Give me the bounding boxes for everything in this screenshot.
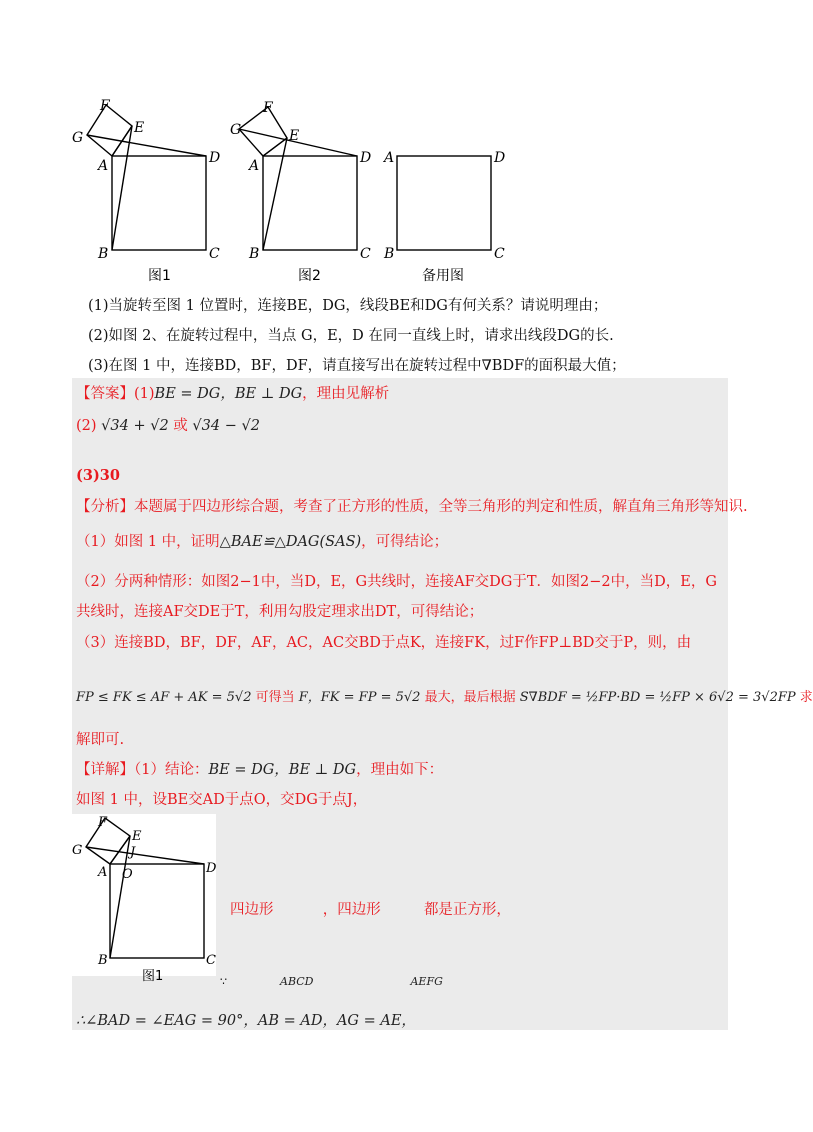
spare-label-C: C bbox=[494, 246, 505, 262]
analysis-p3-math-c: S∇BDF = ½FP·BD = ½FP × 6√2 = 3√2FP bbox=[519, 690, 796, 705]
answer-1-prefix: (1) bbox=[134, 386, 155, 402]
detail-figure-diagram bbox=[72, 814, 216, 984]
detail-label-F: F bbox=[98, 815, 108, 830]
detail-aefg: AEFG bbox=[410, 975, 443, 988]
question-1: (1)当旋转至图 1 位置时，连接BE，DG，线段BE和DG有何关系？请说明理由； bbox=[88, 298, 608, 314]
analysis-p1-b: ，可得结论； bbox=[361, 534, 449, 550]
question-3: (3)在图 1 中，连接BD，BF，DF，请直接写出在旋转过程中∇BDF的面积最大值； bbox=[88, 358, 626, 374]
fig1-label-C: C bbox=[209, 246, 220, 262]
fig2-label-G: G bbox=[230, 122, 242, 138]
fig2-label-A: A bbox=[249, 158, 260, 174]
spare-label-A: A bbox=[384, 150, 395, 166]
detail-line-1 bbox=[76, 760, 443, 780]
fig1-square bbox=[112, 156, 206, 250]
fig1-label-A: A bbox=[98, 158, 109, 174]
detail-l3-a: 四边形 bbox=[230, 902, 274, 918]
detail-l5: ∴∠BAD = ∠EAG = 90°，AB = AD，AG = AE， bbox=[76, 1013, 416, 1029]
spare-label-D: D bbox=[494, 150, 506, 166]
analysis-p3-text-c: 求 bbox=[799, 690, 813, 705]
detail-l3-b: ，四边形 bbox=[322, 902, 381, 918]
detail-line-5 bbox=[76, 1011, 416, 1031]
detail-label-E: E bbox=[132, 829, 142, 844]
detail-label-G: G bbox=[72, 843, 83, 858]
analysis-p1-a: （1）如图 1 中，证明 bbox=[76, 534, 220, 550]
question-2: (2)如图 2、在旋转过程中，当点 G，E，D 在同一直线上时，请求出线段DG的长. bbox=[88, 328, 614, 344]
answer-2-or: 或 bbox=[173, 418, 188, 434]
spare-label-B: B bbox=[384, 246, 395, 262]
analysis-p3-line1: （3）连接BD，BF，DF，AF，AC，AC交BD于点K，连接FK，过F作FP⊥BD交于P，则，由 bbox=[76, 635, 692, 651]
fig2-label-C: C bbox=[360, 246, 371, 262]
analysis-tag: 【分析】 bbox=[76, 499, 134, 515]
fig1-label-B: B bbox=[98, 246, 109, 262]
detail-line-3 bbox=[230, 900, 511, 920]
analysis-p1-math: △BAE≌△DAG(SAS) bbox=[219, 534, 362, 550]
answer-2-prefix: (2) bbox=[76, 418, 97, 434]
fig2-square bbox=[263, 156, 357, 250]
detail-label-J: J bbox=[130, 845, 136, 860]
answer-tag: 【答案】 bbox=[76, 386, 134, 402]
answer-2-value-2: √34 − √2 bbox=[192, 418, 260, 434]
detail-tag: 【详解】 bbox=[76, 762, 134, 778]
detail-because: ∵ bbox=[220, 975, 227, 988]
figures-diagram bbox=[60, 92, 520, 292]
fig2-label-F: F bbox=[263, 100, 273, 116]
analysis-p2-line2: 共线时，连接AF交DE于T，利用勾股定理求出DT，可得结论； bbox=[76, 604, 484, 620]
detail-label-D: D bbox=[206, 861, 217, 876]
analysis-p3-text-a: 可得当 bbox=[255, 690, 295, 705]
fig1-label-E: E bbox=[134, 120, 145, 136]
fig1-caption: 图1 bbox=[148, 268, 171, 284]
fig2-label-D: D bbox=[360, 150, 372, 166]
analysis-p1 bbox=[76, 532, 448, 552]
detail-label-O: O bbox=[122, 867, 133, 882]
analysis-p2-line1: （2）分两种情形：如图2−1中，当D，E，G共线时，连接AF交DG于T．如图2−2中，当D，E，G bbox=[76, 574, 717, 590]
detail-l1-math: BE = DG，BE ⊥ DG bbox=[208, 762, 357, 778]
analysis-line-1 bbox=[76, 497, 748, 517]
analysis-intro: 本题属于四边形综合题，考查了正方形的性质，全等三角形的判定和性质，解直角三角形等知识. bbox=[134, 499, 748, 515]
answer-line-3: (3)30 bbox=[76, 467, 120, 484]
fig2-label-B: B bbox=[249, 246, 260, 262]
detail-abcd: ABCD bbox=[280, 975, 314, 988]
detail-l1-a: （1）结论： bbox=[134, 762, 209, 778]
answer-1-math: BE = DG，BE ⊥ DG bbox=[154, 386, 303, 402]
detail-line-2: 如图 1 中，设BE交AD于点O，交DG于点J， bbox=[76, 792, 368, 808]
detail-label-B: B bbox=[98, 953, 108, 968]
spare-square bbox=[397, 156, 491, 250]
analysis-p3-line2 bbox=[76, 688, 813, 708]
fig1-label-F: F bbox=[100, 98, 110, 114]
answer-2-value-1: √34 + √2 bbox=[101, 418, 169, 434]
analysis-p3-text-b: 最大，最后根据 bbox=[424, 690, 516, 705]
spare-caption: 备用图 bbox=[422, 268, 464, 284]
detail-l3-c: 都是正方形， bbox=[423, 902, 511, 918]
analysis-p3-line3: 解即可. bbox=[76, 732, 125, 748]
fig2-caption: 图2 bbox=[298, 268, 321, 284]
detail-caption: 图1 bbox=[142, 969, 164, 984]
answer-1-suffix: ，理由见解析 bbox=[302, 386, 390, 402]
fig1-label-G: G bbox=[72, 130, 84, 146]
answer-line-1 bbox=[76, 384, 389, 404]
fig2-label-E: E bbox=[289, 128, 300, 144]
detail-line-4 bbox=[220, 972, 443, 992]
analysis-p3-math-b: F，FK = FP = 5√2 bbox=[298, 690, 421, 705]
detail-l1-b: ，理由如下： bbox=[356, 762, 444, 778]
analysis-p3-math-a: FP ≤ FK ≤ AF + AK = 5√2 bbox=[76, 690, 252, 705]
detail-label-C: C bbox=[206, 953, 216, 968]
fig1-label-D: D bbox=[209, 150, 221, 166]
answer-line-2 bbox=[76, 416, 260, 436]
detail-label-A: A bbox=[98, 865, 108, 880]
